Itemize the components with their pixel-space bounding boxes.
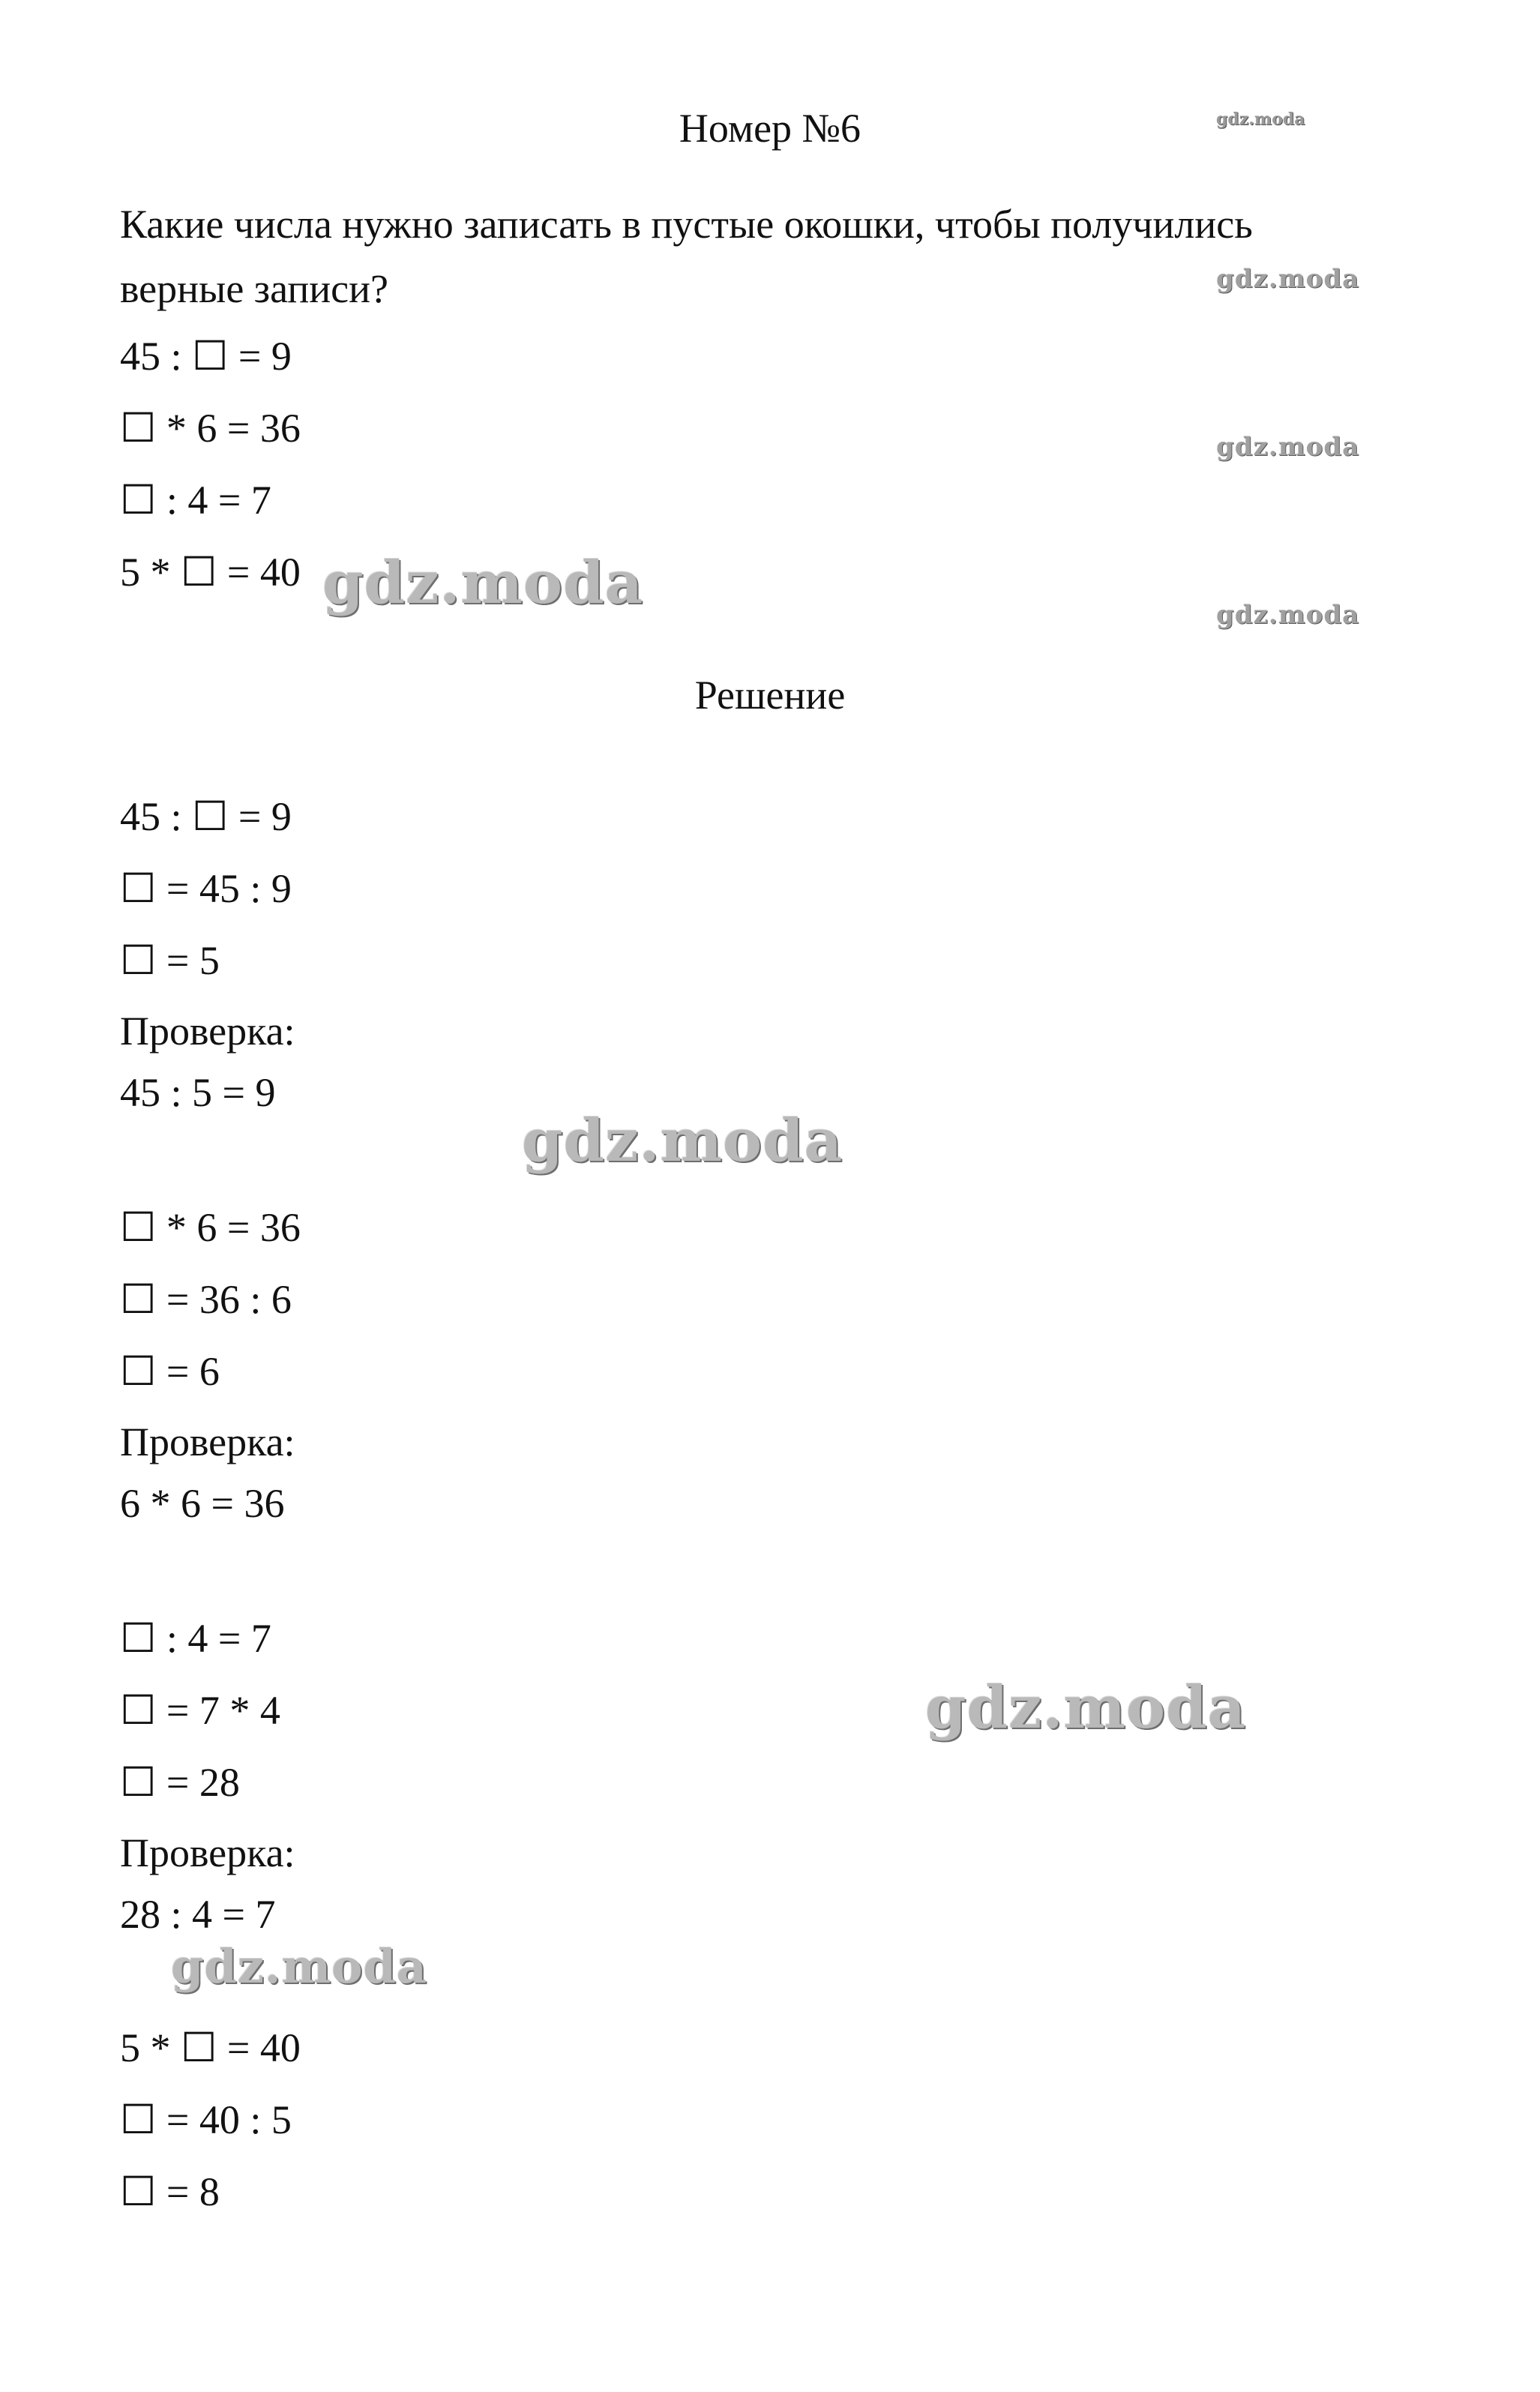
watermark: gdz.moda <box>1216 600 1360 630</box>
solution-heading: Решение <box>694 673 846 718</box>
solution-step: ☐ = 45 : 9 <box>120 866 292 911</box>
task-equation-1: 45 : ☐ = 9 <box>120 334 292 379</box>
watermark: gdz.moda <box>925 1674 1247 1742</box>
watermark: gdz.moda <box>322 549 644 617</box>
solution-step: ☐ = 7 * 4 <box>120 1688 280 1733</box>
check-label: Проверка: <box>120 1830 295 1875</box>
solution-step: ☐ = 28 <box>120 1760 240 1805</box>
page-title: Номер №6 <box>679 106 861 151</box>
watermark: gdz.moda <box>1216 109 1305 129</box>
watermark: gdz.moda <box>171 1939 427 1994</box>
task-question-line-1: Какие числа нужно записать в пустые окошки, чтобы получились <box>120 202 1253 247</box>
solution-step: 45 : ☐ = 9 <box>120 794 292 839</box>
check-label: Проверка: <box>120 1419 295 1464</box>
solution-step: ☐ = 6 <box>120 1349 220 1394</box>
watermark: gdz.moda <box>1216 432 1360 462</box>
task-question-line-2: верные записи? <box>120 266 389 311</box>
watermark: gdz.moda <box>522 1107 843 1175</box>
task-equation-3: ☐ : 4 = 7 <box>120 478 271 523</box>
watermark: gdz.moda <box>1216 264 1360 294</box>
solution-step: ☐ = 36 : 6 <box>120 1277 292 1322</box>
task-equation-2: ☐ * 6 = 36 <box>120 406 301 451</box>
solution-step: ☐ : 4 = 7 <box>120 1616 271 1661</box>
solution-step: ☐ = 5 <box>120 938 220 983</box>
check-label: Проверка: <box>120 1009 295 1054</box>
solution-step: 5 * ☐ = 40 <box>120 2025 301 2070</box>
solution-step: ☐ = 40 : 5 <box>120 2097 292 2142</box>
solution-step: ☐ = 8 <box>120 2169 220 2214</box>
solution-step: ☐ * 6 = 36 <box>120 1205 301 1250</box>
task-equation-4: 5 * ☐ = 40 <box>120 550 301 595</box>
check-equation: 45 : 5 = 9 <box>120 1070 276 1115</box>
check-equation: 6 * 6 = 36 <box>120 1481 285 1526</box>
check-equation: 28 : 4 = 7 <box>120 1892 276 1937</box>
